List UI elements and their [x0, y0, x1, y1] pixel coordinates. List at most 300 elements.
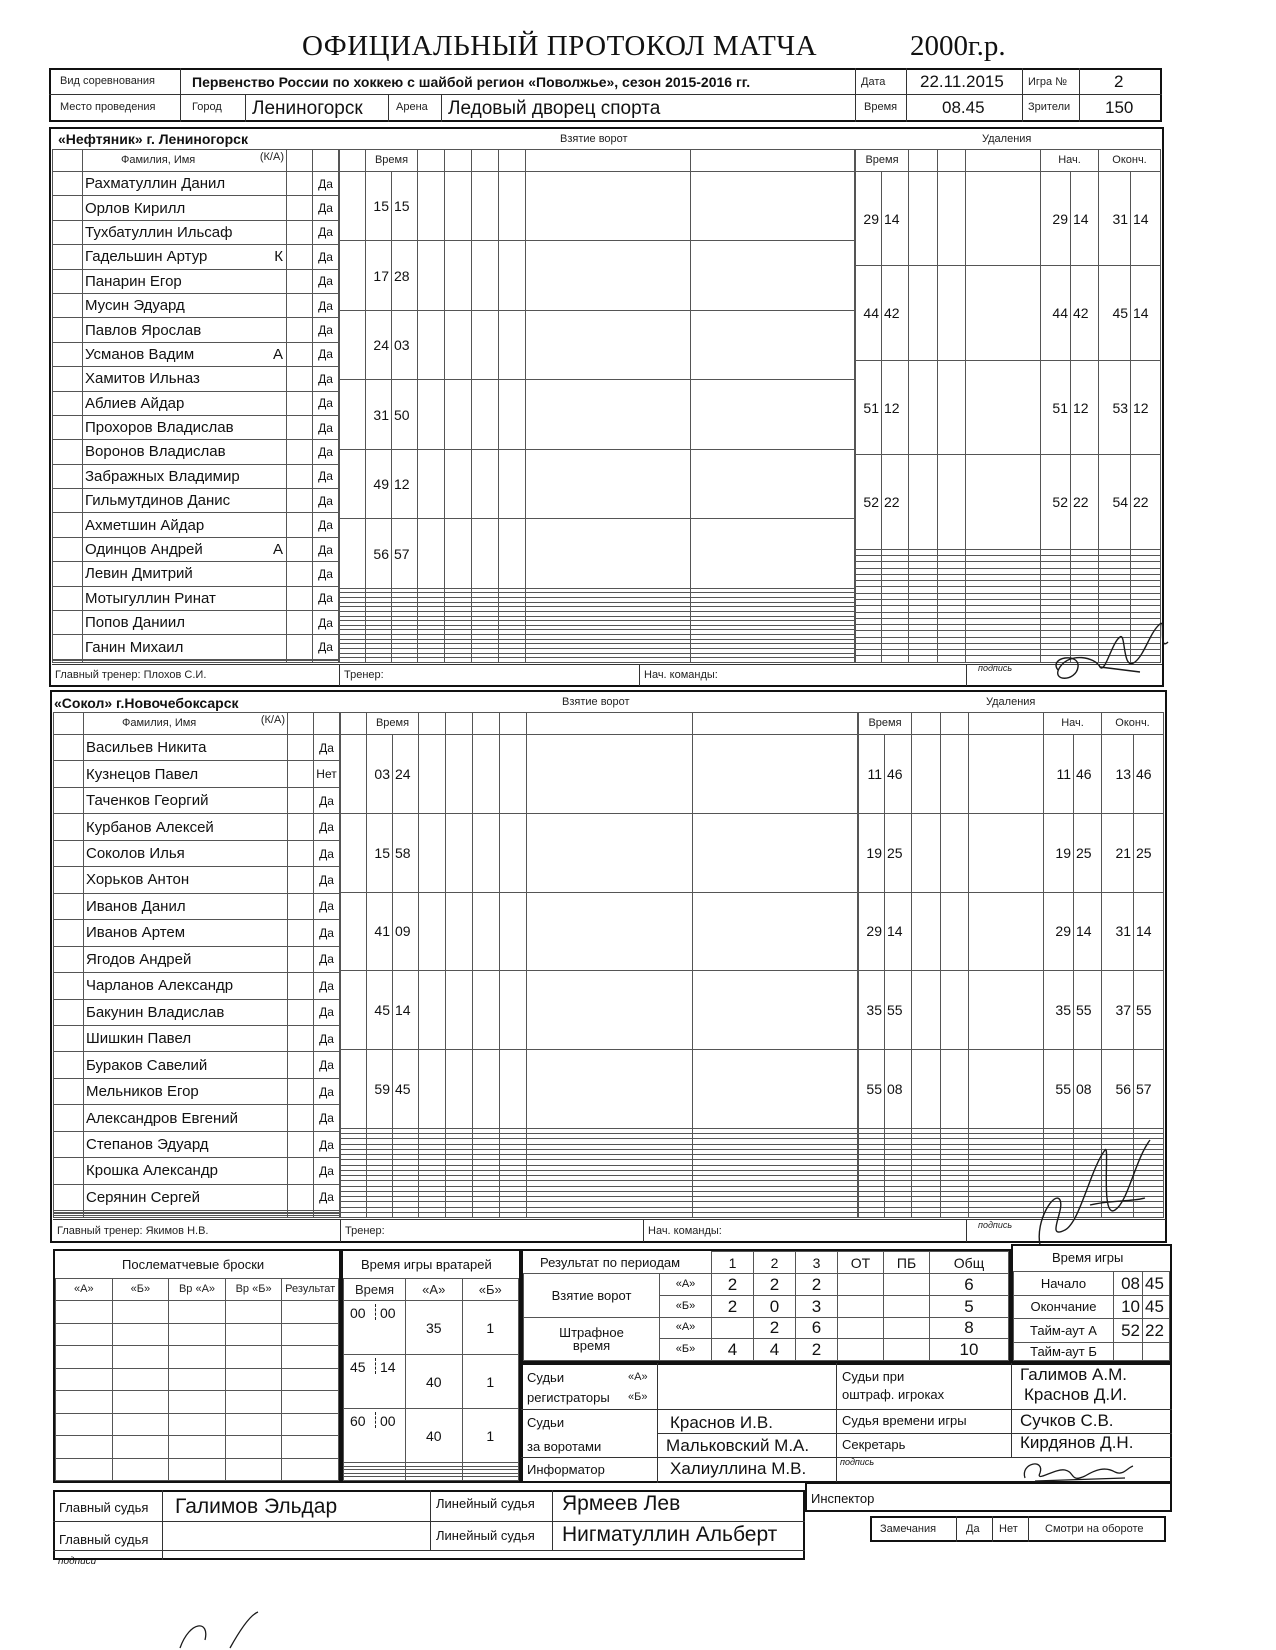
player-name-cell	[83, 342, 287, 366]
labels.g_g	[418, 150, 445, 172]
team2.penalties.0.3	[941, 735, 969, 814]
goal-second: 03	[392, 310, 418, 379]
team1.players.17.3	[287, 586, 313, 610]
gametime-min: 10	[1114, 1295, 1143, 1319]
pen-end-sec: 14	[1131, 266, 1161, 360]
gk-sec: 14	[380, 1359, 396, 1375]
player-name-cell	[84, 1131, 288, 1157]
team2.goals.2.3	[419, 892, 446, 971]
team2.penalties.4.3	[941, 1050, 969, 1129]
team2.penalties.4.2	[912, 1050, 941, 1129]
pbox-label-1: Судьи при	[842, 1369, 905, 1384]
pen-start-sec: 25	[1074, 813, 1102, 892]
period-col-header: ПБ	[884, 1252, 930, 1274]
team1.players.18.0	[53, 611, 83, 635]
period-col-header: Общ	[930, 1252, 1009, 1274]
labels.p_min	[938, 150, 966, 172]
team1.players.9.0	[53, 391, 83, 415]
arena-value: Ледовый дворец спорта	[448, 98, 661, 119]
player-name-cell	[83, 464, 287, 488]
team2-roster	[53, 712, 340, 1218]
goal-minute: 15	[366, 172, 392, 241]
period-value: 8	[930, 1317, 1009, 1339]
team1.goals.5.6	[499, 519, 526, 588]
labels.g_is	[499, 150, 526, 172]
team1.players.11.0	[53, 440, 83, 464]
player-name-cell	[83, 562, 287, 586]
period-col-header: 1	[712, 1252, 754, 1274]
team2.goals.4.3	[419, 1050, 446, 1129]
gametime-sec	[1143, 1342, 1170, 1360]
pen-min: 11	[859, 735, 885, 814]
team2.players.12.3	[288, 1052, 314, 1078]
pen-end-sec: 12	[1131, 360, 1161, 454]
team2-trainer-label: Тренер:	[345, 1225, 385, 1237]
goal-minute: 24	[366, 310, 392, 379]
team1.players.16.0	[53, 562, 83, 586]
player-name-cell	[84, 1184, 288, 1210]
team1.goals.3.5	[472, 380, 499, 449]
team2.players.6.0	[54, 893, 84, 919]
team1.goals.3.6	[499, 380, 526, 449]
team2.goals.0.3	[419, 735, 446, 814]
pen-start-sec: 08	[1074, 1050, 1102, 1129]
pen-start-sec: 14	[1071, 172, 1099, 266]
player-played: Да	[314, 999, 340, 1025]
period-value	[884, 1339, 930, 1361]
player-name-cell	[83, 318, 287, 342]
shootout-col-header: «Б»	[112, 1279, 169, 1301]
labels.p_no	[912, 713, 941, 735]
team1.players.11.3	[287, 440, 313, 464]
player-name-cell	[84, 867, 288, 893]
referee-signature	[170, 1610, 290, 1650]
pen-min: 19	[859, 813, 885, 892]
team1.players.3.3	[287, 245, 313, 269]
pbox-judge-2: Краснов Д.И.	[1024, 1385, 1128, 1404]
player-name: Серянин Сергей	[86, 1188, 200, 1206]
goal-row	[340, 449, 855, 518]
pen-start-min: 52	[1041, 455, 1071, 549]
gk-row	[344, 1409, 519, 1463]
team1.players.2.3	[287, 220, 313, 244]
team2.goals.2.4	[446, 892, 473, 971]
player-row	[54, 893, 340, 919]
period-value: 10	[930, 1339, 1009, 1361]
player-name-cell	[83, 293, 287, 317]
pen-end-min: 37	[1102, 971, 1134, 1050]
gametime-row	[1014, 1295, 1170, 1319]
player-row	[53, 513, 339, 537]
team2-goals-title: Взятие ворот	[562, 696, 630, 708]
player-name: Левин Дмитрий	[85, 565, 193, 583]
gametime-label: Начало	[1014, 1272, 1114, 1296]
period-team-label: «А»	[660, 1317, 712, 1339]
player-name-cell	[84, 840, 288, 866]
team2.penalties.4.4	[969, 1050, 1044, 1129]
player-name-cell	[84, 1105, 288, 1131]
shootout-row	[56, 1436, 339, 1459]
goal-minute: 15	[367, 813, 393, 892]
gk-row	[344, 1301, 519, 1355]
player-name-cell	[83, 269, 287, 293]
pen-end-sec: 46	[1134, 735, 1164, 814]
team1.players.19.3	[287, 635, 313, 659]
team2.goals.3.3	[419, 971, 446, 1050]
player-name: Воронов Владислав	[85, 443, 226, 461]
pen-end-min: 56	[1102, 1050, 1134, 1129]
pen-time-header: Время	[859, 713, 912, 735]
goal-row	[340, 519, 855, 588]
player-row	[54, 814, 340, 840]
player-name: Забражных Владимир	[85, 467, 240, 485]
labels.g_a1	[445, 150, 472, 172]
gametime-label: Окончание	[1014, 1295, 1114, 1319]
player-name-cell	[84, 1052, 288, 1078]
player-row	[54, 867, 340, 893]
pen-sec: 55	[885, 971, 912, 1050]
line-ref-2: Нигматуллин Альберт	[562, 1523, 778, 1546]
gk-min: 60	[350, 1413, 366, 1429]
pen-end-min: 53	[1099, 360, 1131, 454]
pen-start-min: 19	[1044, 813, 1074, 892]
shootout-row	[56, 1458, 339, 1481]
team2.players.3.3	[288, 814, 314, 840]
player-name-cell	[83, 611, 287, 635]
team2.players.4.3	[288, 840, 314, 866]
team1.players.8.3	[287, 367, 313, 391]
goal-second: 09	[393, 892, 419, 971]
line-ref-label-2: Линейный судья	[436, 1528, 535, 1543]
goal-second: 58	[393, 813, 419, 892]
player-name: Чарланов Александр	[86, 977, 234, 995]
player-name: Аблиев Айдар	[85, 394, 185, 412]
team1.goals.0.3	[418, 172, 445, 241]
pen-min: 51	[856, 360, 882, 454]
player-played: Да	[314, 946, 340, 972]
gametime-label: Тайм-аут Б	[1014, 1342, 1114, 1360]
pen-end-sec: 14	[1131, 172, 1161, 266]
period-team-label: «А»	[660, 1274, 712, 1296]
player-name: Ягодов Андрей	[86, 950, 192, 968]
pen-sec: 22	[882, 455, 909, 549]
team2.players.4.0	[54, 840, 84, 866]
team1.penalties.0.4	[966, 172, 1041, 266]
pen-min: 55	[859, 1050, 885, 1129]
team1.players.15.0	[53, 537, 83, 561]
penalty-row	[859, 813, 1164, 892]
team2-goals-table	[340, 712, 858, 1218]
shootout-row	[56, 1413, 339, 1436]
goal-judges-label-1: Судьи	[527, 1415, 565, 1430]
notes-no: Нет	[999, 1523, 1018, 1535]
player-played: Да	[314, 1184, 340, 1210]
team1.players.0.0	[53, 172, 83, 196]
shootout-row	[56, 1368, 339, 1391]
player-name: Ахметшин Айдар	[85, 516, 205, 534]
period-team-label: «Б»	[660, 1295, 712, 1317]
player-played: Да	[313, 464, 339, 488]
player-played: Да	[314, 814, 340, 840]
player-name-cell	[84, 1025, 288, 1051]
team1.players.8.0	[53, 367, 83, 391]
period-value	[884, 1317, 930, 1339]
gk-b: 1	[462, 1409, 519, 1463]
labels.pos	[288, 713, 314, 735]
pen-sec: 14	[882, 172, 909, 266]
labels.played	[314, 713, 340, 735]
pen-start-sec: 55	[1074, 971, 1102, 1050]
gametime-sec: 22	[1143, 1319, 1170, 1343]
labels.team_b	[690, 150, 855, 172]
penalty-row	[856, 266, 1161, 360]
team1.players.19.0	[53, 635, 83, 659]
team1.goals.3.0	[340, 380, 366, 449]
player-played: Да	[313, 440, 339, 464]
player-name-cell	[83, 196, 287, 220]
goal-minute: 59	[367, 1050, 393, 1129]
col-name-label: Фамилия, Имя	[122, 717, 197, 729]
player-role: К	[274, 248, 283, 266]
team1.penalties.1.3	[938, 266, 966, 360]
pen-min: 29	[856, 172, 882, 266]
team2.players.10.0	[54, 999, 84, 1025]
main-ref-1: Галимов Эльдар	[175, 1495, 338, 1518]
goal-second: 28	[392, 241, 418, 310]
periods-grid	[523, 1251, 1009, 1361]
penalty-row	[859, 1050, 1164, 1129]
player-name: Мусин Эдуард	[85, 297, 185, 315]
player-played: Да	[313, 415, 339, 439]
team1-penalties-title: Удаления	[982, 133, 1032, 145]
player-row	[53, 342, 339, 366]
goal-minute: 31	[366, 380, 392, 449]
goal-time-header: Время	[366, 150, 418, 172]
player-row	[54, 946, 340, 972]
gk-col-header: Время	[344, 1279, 406, 1301]
pen-sec: 25	[885, 813, 912, 892]
team2.players.16.3	[288, 1158, 314, 1184]
col-name-header	[84, 713, 288, 735]
team2.goals.3.4	[446, 971, 473, 1050]
gk-col-header: «Б»	[462, 1279, 519, 1301]
team1.goals.2.4	[445, 310, 472, 379]
goal-second: 50	[392, 380, 418, 449]
player-name-cell	[83, 537, 287, 561]
labels.team_a	[692, 713, 858, 735]
team1.players.10.3	[287, 415, 313, 439]
team1.players.7.0	[53, 342, 83, 366]
player-row	[54, 999, 340, 1025]
team1.players.18.3	[287, 611, 313, 635]
player-name: Соколов Илья	[86, 845, 185, 863]
team2.goals.1.3	[419, 813, 446, 892]
player-name-cell	[83, 172, 287, 196]
pen-end-min: 54	[1099, 455, 1131, 549]
gametime-sec: 45	[1143, 1295, 1170, 1319]
goal-row	[341, 971, 858, 1050]
labels.g_a2	[473, 713, 500, 735]
player-row	[53, 293, 339, 317]
player-played: Да	[313, 220, 339, 244]
team1-goals-title: Взятие ворот	[560, 133, 628, 145]
team2-sign-label: подпись	[978, 1220, 1013, 1230]
pen-end-min: 13	[1102, 735, 1134, 814]
team1.goals.0.6	[499, 172, 526, 241]
gametime-row	[1014, 1342, 1170, 1360]
game-value: 2	[1114, 72, 1124, 91]
empty-row	[54, 1216, 340, 1218]
pen-end-min: 21	[1102, 813, 1134, 892]
team1.players.14.0	[53, 513, 83, 537]
player-row	[54, 1025, 340, 1051]
player-name-cell	[84, 999, 288, 1025]
player-row	[54, 1105, 340, 1131]
birth-year: 2000г.р.	[910, 30, 1006, 62]
goal-minute: 41	[367, 892, 393, 971]
team1.goals.2.5	[472, 310, 499, 379]
labels.g_no	[340, 150, 366, 172]
labels.p_no	[909, 150, 938, 172]
team1.penalties.3.4	[966, 455, 1041, 549]
shootout-row	[56, 1323, 339, 1346]
player-name-cell	[83, 635, 287, 659]
player-row	[53, 635, 339, 659]
player-name: Бураков Савелий	[86, 1056, 208, 1074]
labels.team_a	[526, 150, 691, 172]
team2.penalties.2.3	[941, 892, 969, 971]
pen-start-min: 44	[1041, 266, 1071, 360]
team1.goals.4.0	[340, 449, 366, 518]
pen-sec: 46	[885, 735, 912, 814]
pen-end-header: Оконч.	[1099, 150, 1161, 172]
pen-start-sec: 14	[1074, 892, 1102, 971]
player-row	[54, 735, 340, 761]
timekeeper-value: Сучков С.В.	[1020, 1411, 1114, 1430]
team1.goals.2.6	[499, 310, 526, 379]
goal-row	[340, 380, 855, 449]
team2.players.11.0	[54, 1025, 84, 1051]
team1.players.12.0	[53, 464, 83, 488]
pen-end-sec: 14	[1134, 892, 1164, 971]
gk-min: 45	[350, 1359, 366, 1375]
player-played: Да	[313, 245, 339, 269]
team2.goals.3.5	[473, 971, 500, 1050]
player-played: Да	[313, 293, 339, 317]
main-ref-label-2: Главный судья	[59, 1532, 149, 1547]
period-row	[524, 1317, 1009, 1339]
team1.goals.4.5	[472, 449, 499, 518]
pen-start-sec: 12	[1071, 360, 1099, 454]
team2-penalties-title: Удаления	[986, 696, 1036, 708]
team1.penalties.2.3	[938, 360, 966, 454]
goal-minute: 45	[367, 971, 393, 1050]
shootout-row	[56, 1346, 339, 1369]
player-name: Степанов Эдуард	[86, 1136, 209, 1154]
player-played: Да	[314, 1131, 340, 1157]
player-name-cell	[84, 920, 288, 946]
team1.players.12.3	[287, 464, 313, 488]
team2.players.14.0	[54, 1105, 84, 1131]
team1.players.15.3	[287, 537, 313, 561]
periods-title: Результат по периодам	[540, 1255, 681, 1270]
player-row	[53, 269, 339, 293]
player-played: Да	[314, 1078, 340, 1104]
line-ref-1: Ярмеев Лев	[562, 1492, 681, 1515]
team2.penalties.1.3	[941, 813, 969, 892]
secretary-value: Кирдянов Д.Н.	[1020, 1433, 1134, 1452]
period-value: 6	[930, 1274, 1009, 1296]
player-played: Да	[314, 1158, 340, 1184]
team1.goals.1.3	[418, 241, 445, 310]
player-played: Да	[314, 1052, 340, 1078]
goal-time-header: Время	[367, 713, 419, 735]
gk-a: 35	[406, 1301, 463, 1355]
competition-value: Первенство России по хоккею с шайбой регион «Поволжье», сезон 2015-2016 гг.	[192, 74, 751, 90]
goal-minute: 49	[366, 449, 392, 518]
team1.players.1.0	[53, 196, 83, 220]
player-row	[54, 1131, 340, 1157]
team2.players.5.3	[288, 867, 314, 893]
team2.goals.4.6	[500, 1050, 527, 1129]
player-name-cell	[83, 245, 287, 269]
team2.penalties.3.3	[941, 971, 969, 1050]
player-name: Александров Евгений	[86, 1109, 239, 1127]
labels.p_inf	[966, 150, 1041, 172]
team2.players.13.0	[54, 1078, 84, 1104]
pen-end-header: Оконч.	[1102, 713, 1164, 735]
team1.goals.3.3	[418, 380, 445, 449]
time-label: Время	[864, 101, 898, 113]
col-ka-label: (К/А)	[259, 151, 284, 163]
player-played: Да	[314, 1105, 340, 1131]
player-name: Мельников Егор	[86, 1083, 199, 1101]
player-row	[54, 1078, 340, 1104]
goal-row	[341, 1050, 858, 1129]
player-name-cell	[83, 367, 287, 391]
period-team-label: «Б»	[660, 1339, 712, 1361]
player-played: Да	[314, 973, 340, 999]
player-name-cell	[84, 735, 288, 761]
col-name-label: Фамилия, Имя	[121, 154, 196, 166]
team2.players.7.0	[54, 920, 84, 946]
player-played: Да	[313, 562, 339, 586]
player-role: А	[272, 541, 283, 559]
player-row	[53, 220, 339, 244]
team2.penalties.0.2	[912, 735, 941, 814]
team2.goals.2.5	[473, 892, 500, 971]
team1.goals.2.0	[340, 310, 366, 379]
team2.players.10.3	[288, 999, 314, 1025]
team2.players.0.0	[54, 735, 84, 761]
team2.penalties.1.2	[912, 813, 941, 892]
shootout-grid	[55, 1278, 339, 1481]
player-role: А	[272, 345, 283, 363]
main-ref-label-1: Главный судья	[59, 1500, 149, 1515]
period-row-label: Взятие ворот	[524, 1274, 660, 1318]
player-row	[54, 1052, 340, 1078]
team2.players.9.3	[288, 973, 314, 999]
pen-start-min: 11	[1044, 735, 1074, 814]
team1-roster	[52, 149, 339, 663]
team1.goals.4.6	[499, 449, 526, 518]
goal-row	[341, 735, 858, 814]
goal-row	[341, 813, 858, 892]
pen-time-header: Время	[856, 150, 909, 172]
player-played: Да	[313, 489, 339, 513]
player-name: Хорьков Антон	[86, 871, 190, 889]
player-row	[53, 172, 339, 196]
